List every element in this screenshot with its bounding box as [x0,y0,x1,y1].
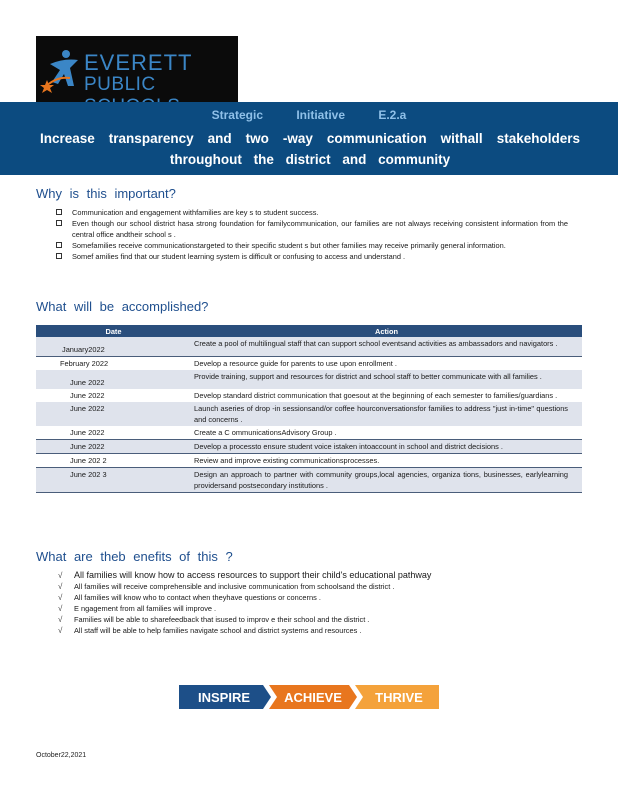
initiative-banner [0,102,618,175]
benefits-list [56,570,556,636]
row-action: Provide training, support and resources for district and school staff to better communicate with all families . [194,372,542,381]
why-heading: Why is this important? [36,186,176,201]
list-item: √ All families will know how to access resources to support their child's educational pathway [58,570,432,580]
motto-banner [179,685,439,709]
row-date: June 2022 [36,440,191,454]
list-item: Even though our school district hasa strong foundation for familycommunication, our families are not always receiving consistent information from the central office andtheir school s . [56,218,568,240]
row-date: February 2022 [36,357,191,371]
table-row [36,337,582,357]
bullet-box-icon [56,209,62,215]
row-action: Launch aseries of drop -in sessionsand/or coffee hourconversationsfor families to address "just in-time" questions and concerns . [194,404,568,424]
table-row [36,426,582,440]
list-item: Somef amilies find that our student learning system is difficult or confusing to access and understand . [56,251,568,262]
list-item: √ E ngagement from all families will improve . [58,604,217,613]
row-action: Develop a resource guide for parents to use upon enrollment . [191,357,582,371]
row-action: Develop standard district communication that goesout at the beginning of each semester to families/guardians . [194,391,558,400]
banner-title: Increase transparency and two -way communication withall stakeholders throughout the district and community [40,131,580,167]
row-date: June 2022 [70,391,105,400]
benefits-heading: What are theb enefits of this ? [36,549,233,564]
motto-inspire: INSPIRE [197,690,250,705]
motto-achieve: ACHIEVE [284,690,342,705]
table-row [36,402,582,426]
table-row [36,440,582,454]
list-item: √ All families will receive comprehensible and inclusive communication from schoolsand the district . [58,582,395,591]
check-icon: √ [58,593,63,602]
action-table [36,325,582,493]
logo-text-public-schools: PUBLIC [84,74,156,95]
row-date: June 202 3 [36,468,191,493]
row-action: Review and improve existing communicationsprocesses. [191,454,582,468]
bullet-box-icon [56,220,62,226]
table-row [36,357,582,371]
row-action: Create a C ommunicationsAdvisory Group . [194,428,337,437]
banner-subtitle: Strategic Initiative E.2.a [211,108,407,122]
logo-text-everett: EVERETT [84,50,193,75]
row-date: June 202 2 [36,454,191,468]
why-list [56,207,568,262]
column-header-action: Action [191,325,582,337]
list-item: √ All families will know who to contact when theyhave questions or concerns . [58,593,321,602]
check-icon: √ [58,604,63,613]
check-icon: √ [58,615,63,624]
check-icon: √ [58,582,63,591]
row-date: June 2022 [70,404,105,413]
list-item: Somefamilies receive communicationstargeted to their specific student s but other families may receive primarily general information. [56,240,568,251]
check-icon: √ [58,626,63,635]
document-date: October22,2021 [36,752,87,759]
row-action: Create a pool of multilingual staff that can support school eventsand activities as ambassadors and navigators . [194,339,558,348]
bullet-box-icon [56,253,62,259]
column-header-date: Date [36,325,191,337]
list-item: √ All staff will be able to help families navigate school and district systems and resources . [58,626,362,635]
list-item: Communication and engagement withfamilies are key s to student success. [56,207,568,218]
row-date: January2022 [62,345,105,354]
table-row [36,370,582,389]
row-date: June 2022 [70,378,105,387]
star-figure-icon [40,42,84,96]
row-date: June 2022 [70,428,105,437]
row-action: Design an approach to partner with community groups,local agencies, organiza tions, businesses, earlylearning providersand postsecondary institutions . [191,468,582,493]
check-icon: √ [58,571,63,580]
bullet-box-icon [56,242,62,248]
row-action: Develop a processto ensure student voice istaken intoaccount in school and district decisions . [191,440,582,454]
motto-thrive: THRIVE [375,690,423,705]
table-row [36,468,582,493]
table-row [36,389,582,402]
table-row [36,454,582,468]
accomplished-heading: What will be accomplished? [36,299,209,314]
district-logo [36,36,238,102]
list-item: √ Families will be able to sharefeedback that isused to improv e their school and the district . [58,615,370,624]
